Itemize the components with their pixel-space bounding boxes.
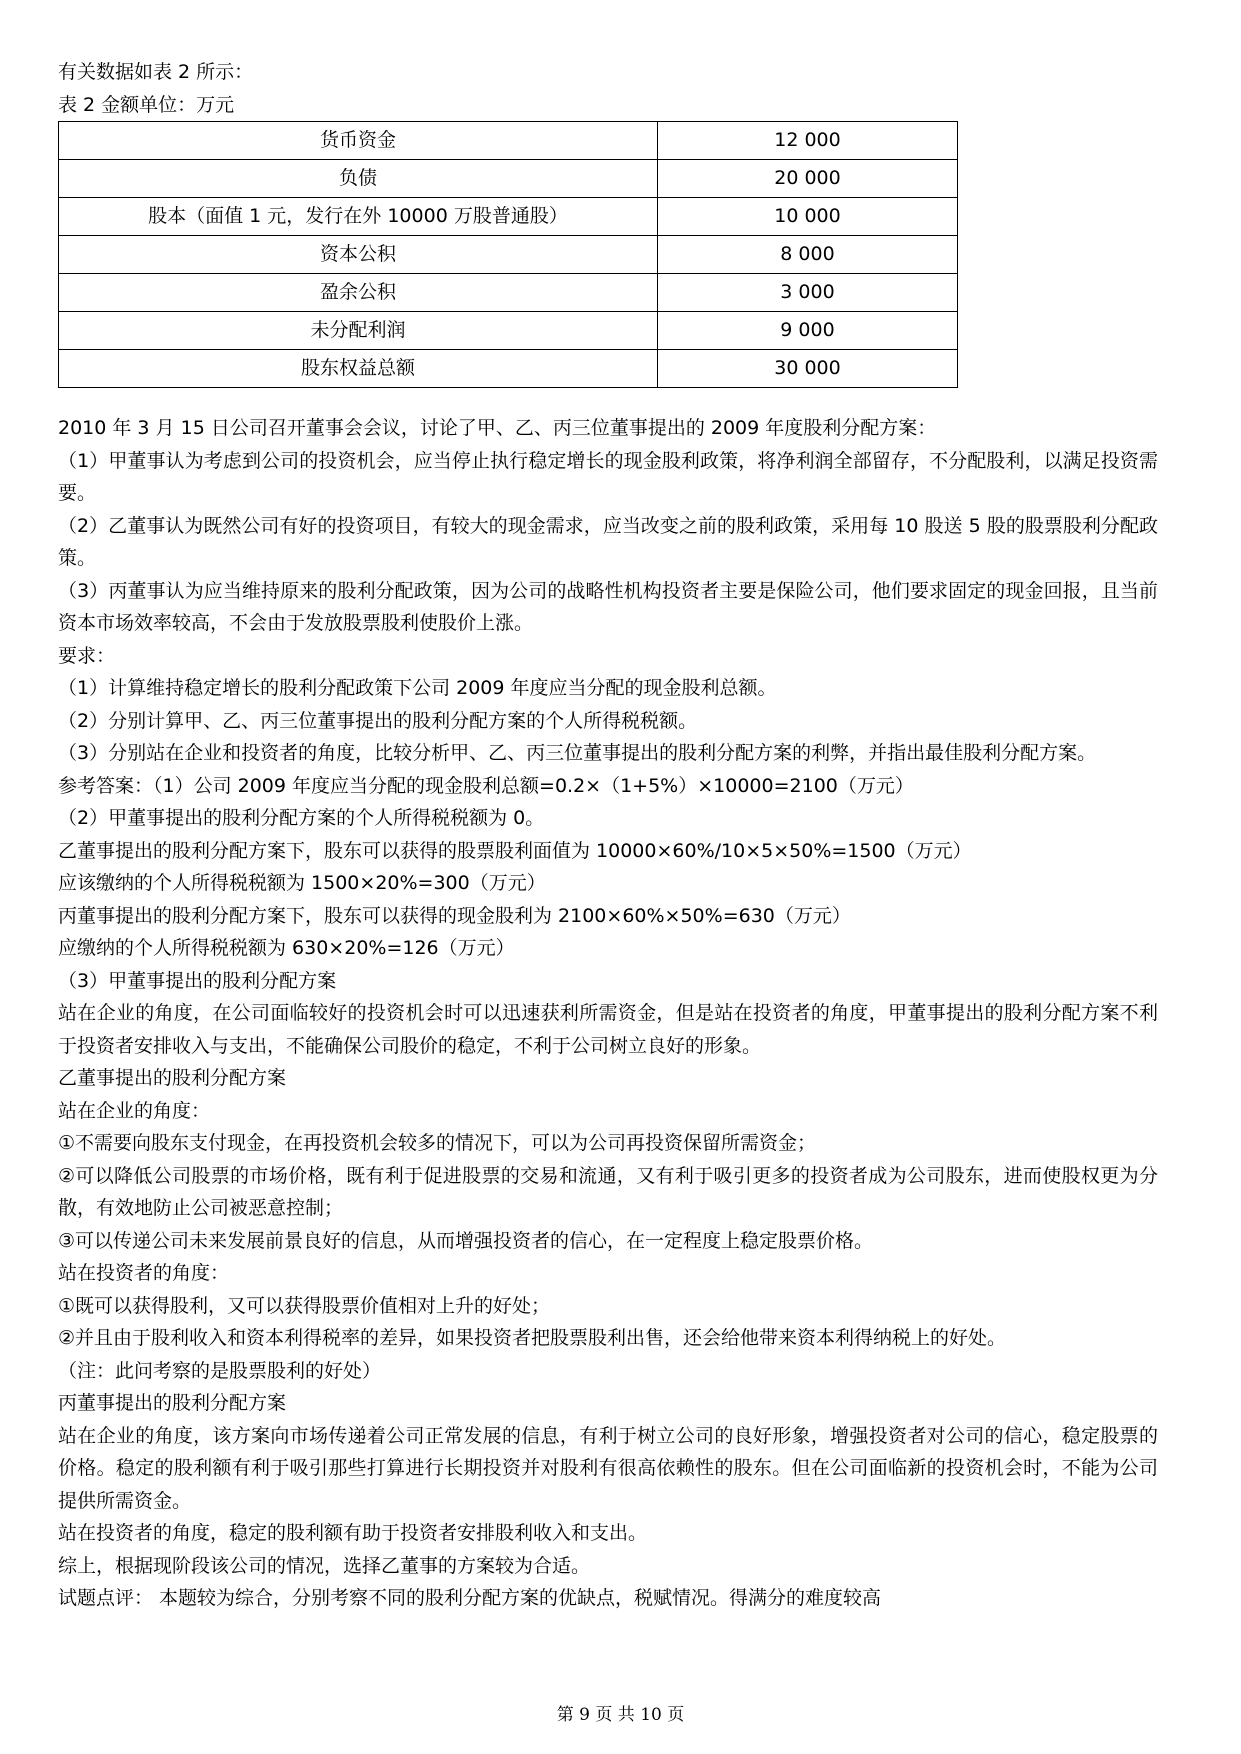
paragraph: 综上，根据现阶段该公司的情况，选择乙董事的方案较为合适。 <box>58 1554 591 1577</box>
paragraph: 乙董事提出的股利分配方案下，股东可以获得的股票股利面值为 10000×60%/10×5×50%=1500（万元） <box>58 839 972 862</box>
table-row <box>59 274 958 312</box>
table-cell-value: 3 000 <box>658 274 958 312</box>
paragraph: 站在企业的角度： <box>58 1099 211 1122</box>
table-cell-item: 资本公积 <box>59 236 658 274</box>
paragraph: ②可以降低公司股票的市场价格，既有利于促进股票的交易和流通，又有利于吸引更多的投资者成为公司股东，进而使股权更为分散，有效地防止公司被恶意控制； <box>58 1164 1158 1219</box>
paragraph: （3）甲董事提出的股利分配方案 <box>58 969 337 992</box>
paragraph: （2）甲董事提出的股利分配方案的个人所得税税额为 0。 <box>58 807 545 829</box>
paragraph: ③可以传递公司未来发展前景良好的信息，从而增强投资者的信心，在一定程度上稳定股票价格。 <box>58 1229 874 1252</box>
table-row <box>59 198 958 236</box>
paragraph: 丙董事提出的股利分配方案下，股东可以获得的现金股利为 2100×60%×50%=630（万元） <box>58 904 851 927</box>
paragraph: （1）甲董事认为考虑到公司的投资机会，应当停止执行稳定增长的现金股利政策，将净利润全部留存，不分配股利，以满足投资需要。 <box>58 449 1158 504</box>
table-cell-item: 负债 <box>59 160 658 198</box>
table-cell-item: 股东权益总额 <box>59 350 658 388</box>
paragraph: 站在企业的角度，在公司面临较好的投资机会时可以迅速获利所需资金，但是站在投资者的角度，甲董事提出的股利分配方案不利于投资者安排收入与支出，不能确保公司股价的稳定，不利于公司树立良好的形象。 <box>58 1002 1158 1057</box>
paragraph: 站在投资者的角度： <box>58 1262 230 1284</box>
table-cell-value: 30 000 <box>658 350 958 388</box>
table-cell-value: 9 000 <box>658 312 958 350</box>
paragraph: （3）分别站在企业和投资者的角度，比较分析甲、乙、丙三位董事提出的股利分配方案的利弊，并指出最佳股利分配方案。 <box>58 742 1097 764</box>
table-cell-value: 12 000 <box>658 122 958 160</box>
paragraph: 应缴纳的个人所得税税额为 630×20%=126（万元） <box>58 937 515 959</box>
table-cell-value: 20 000 <box>658 160 958 198</box>
table-row <box>59 312 958 350</box>
spacer <box>58 388 1158 412</box>
table-cell-value: 10 000 <box>658 198 958 236</box>
table-cell-value: 8 000 <box>658 236 958 274</box>
table-cell-item: 股本（面值 1 元，发行在外 10000 万股普通股） <box>59 198 658 236</box>
table-row <box>59 122 958 160</box>
intro-text: 有关数据如表 2 所示： <box>58 61 254 83</box>
table-cell-item: 未分配利润 <box>59 312 658 350</box>
paragraph: 2010 年 3 月 15 日公司召开董事会会议，讨论了甲、乙、丙三位董事提出的 2009 年度股利分配方案： <box>58 417 937 439</box>
table-row <box>59 350 958 388</box>
page-footer: 第 9 页 共 10 页 <box>556 1705 685 1725</box>
paragraph: 站在企业的角度，该方案向市场传递着公司正常发展的信息，有利于树立公司的良好形象，增强投资者对公司的信心，稳定股票的价格。稳定的股利额有利于吸引那些打算进行长期投资并对股利有很高依赖性的股东。但在公司面临新的投资机会时，不能为公司提供所需资金。 <box>58 1424 1158 1512</box>
table-caption: 表 2 金额单位：万元 <box>58 93 235 116</box>
paragraph: （1）计算维持稳定增长的股利分配政策下公司 2009 年度应当分配的现金股利总额。 <box>58 677 777 699</box>
paragraph: 丙董事提出的股利分配方案 <box>58 1392 287 1414</box>
balance-table <box>58 121 958 388</box>
paragraph: ②并且由于股利收入和资本利得税率的差异，如果投资者把股票股利出售，还会给他带来资本利得纳税上的好处。 <box>58 1327 1007 1349</box>
table-row <box>59 160 958 198</box>
document-body <box>58 56 1158 1615</box>
paragraph: ①不需要向股东支付现金，在再投资机会较多的情况下，可以为公司再投资保留所需资金； <box>58 1132 817 1154</box>
paragraph-list <box>58 412 1158 1615</box>
table-cell-item: 盈余公积 <box>59 274 658 312</box>
paragraph: 乙董事提出的股利分配方案 <box>58 1067 287 1089</box>
paragraph: 应该缴纳的个人所得税税额为 1500×20%=300（万元） <box>58 872 546 894</box>
paragraph: （2）分别计算甲、乙、丙三位董事提出的股利分配方案的个人所得税税额。 <box>58 709 698 732</box>
paragraph: 要求： <box>58 644 116 667</box>
paragraph: 参考答案：（1）公司 2009 年度应当分配的现金股利总额=0.2×（1+5%）×10000=2100（万元） <box>58 774 914 797</box>
paragraph: （2）乙董事认为既然公司有好的投资项目，有较大的现金需求，应当改变之前的股利政策，采用每 10 股送 5 股的股票股利分配政策。 <box>58 514 1158 569</box>
paragraph: 试题点评： 本题较为综合，分别考察不同的股利分配方案的优缺点，税赋情况。得满分的难度较高 <box>58 1587 882 1609</box>
table-row <box>59 236 958 274</box>
paragraph: （3）丙董事认为应当维持原来的股利分配政策，因为公司的战略性机构投资者主要是保险公司，他们要求固定的现金回报，且当前资本市场效率较高，不会由于发放股票股利使股价上涨。 <box>58 579 1158 634</box>
paragraph: （注：此问考察的是股票股利的好处） <box>58 1359 382 1382</box>
table-cell-item: 货币资金 <box>59 122 658 160</box>
paragraph: ①既可以获得股利，又可以获得股票价值相对上升的好处； <box>58 1294 551 1317</box>
paragraph: 站在投资者的角度，稳定的股利额有助于投资者安排股利收入和支出。 <box>58 1522 648 1544</box>
